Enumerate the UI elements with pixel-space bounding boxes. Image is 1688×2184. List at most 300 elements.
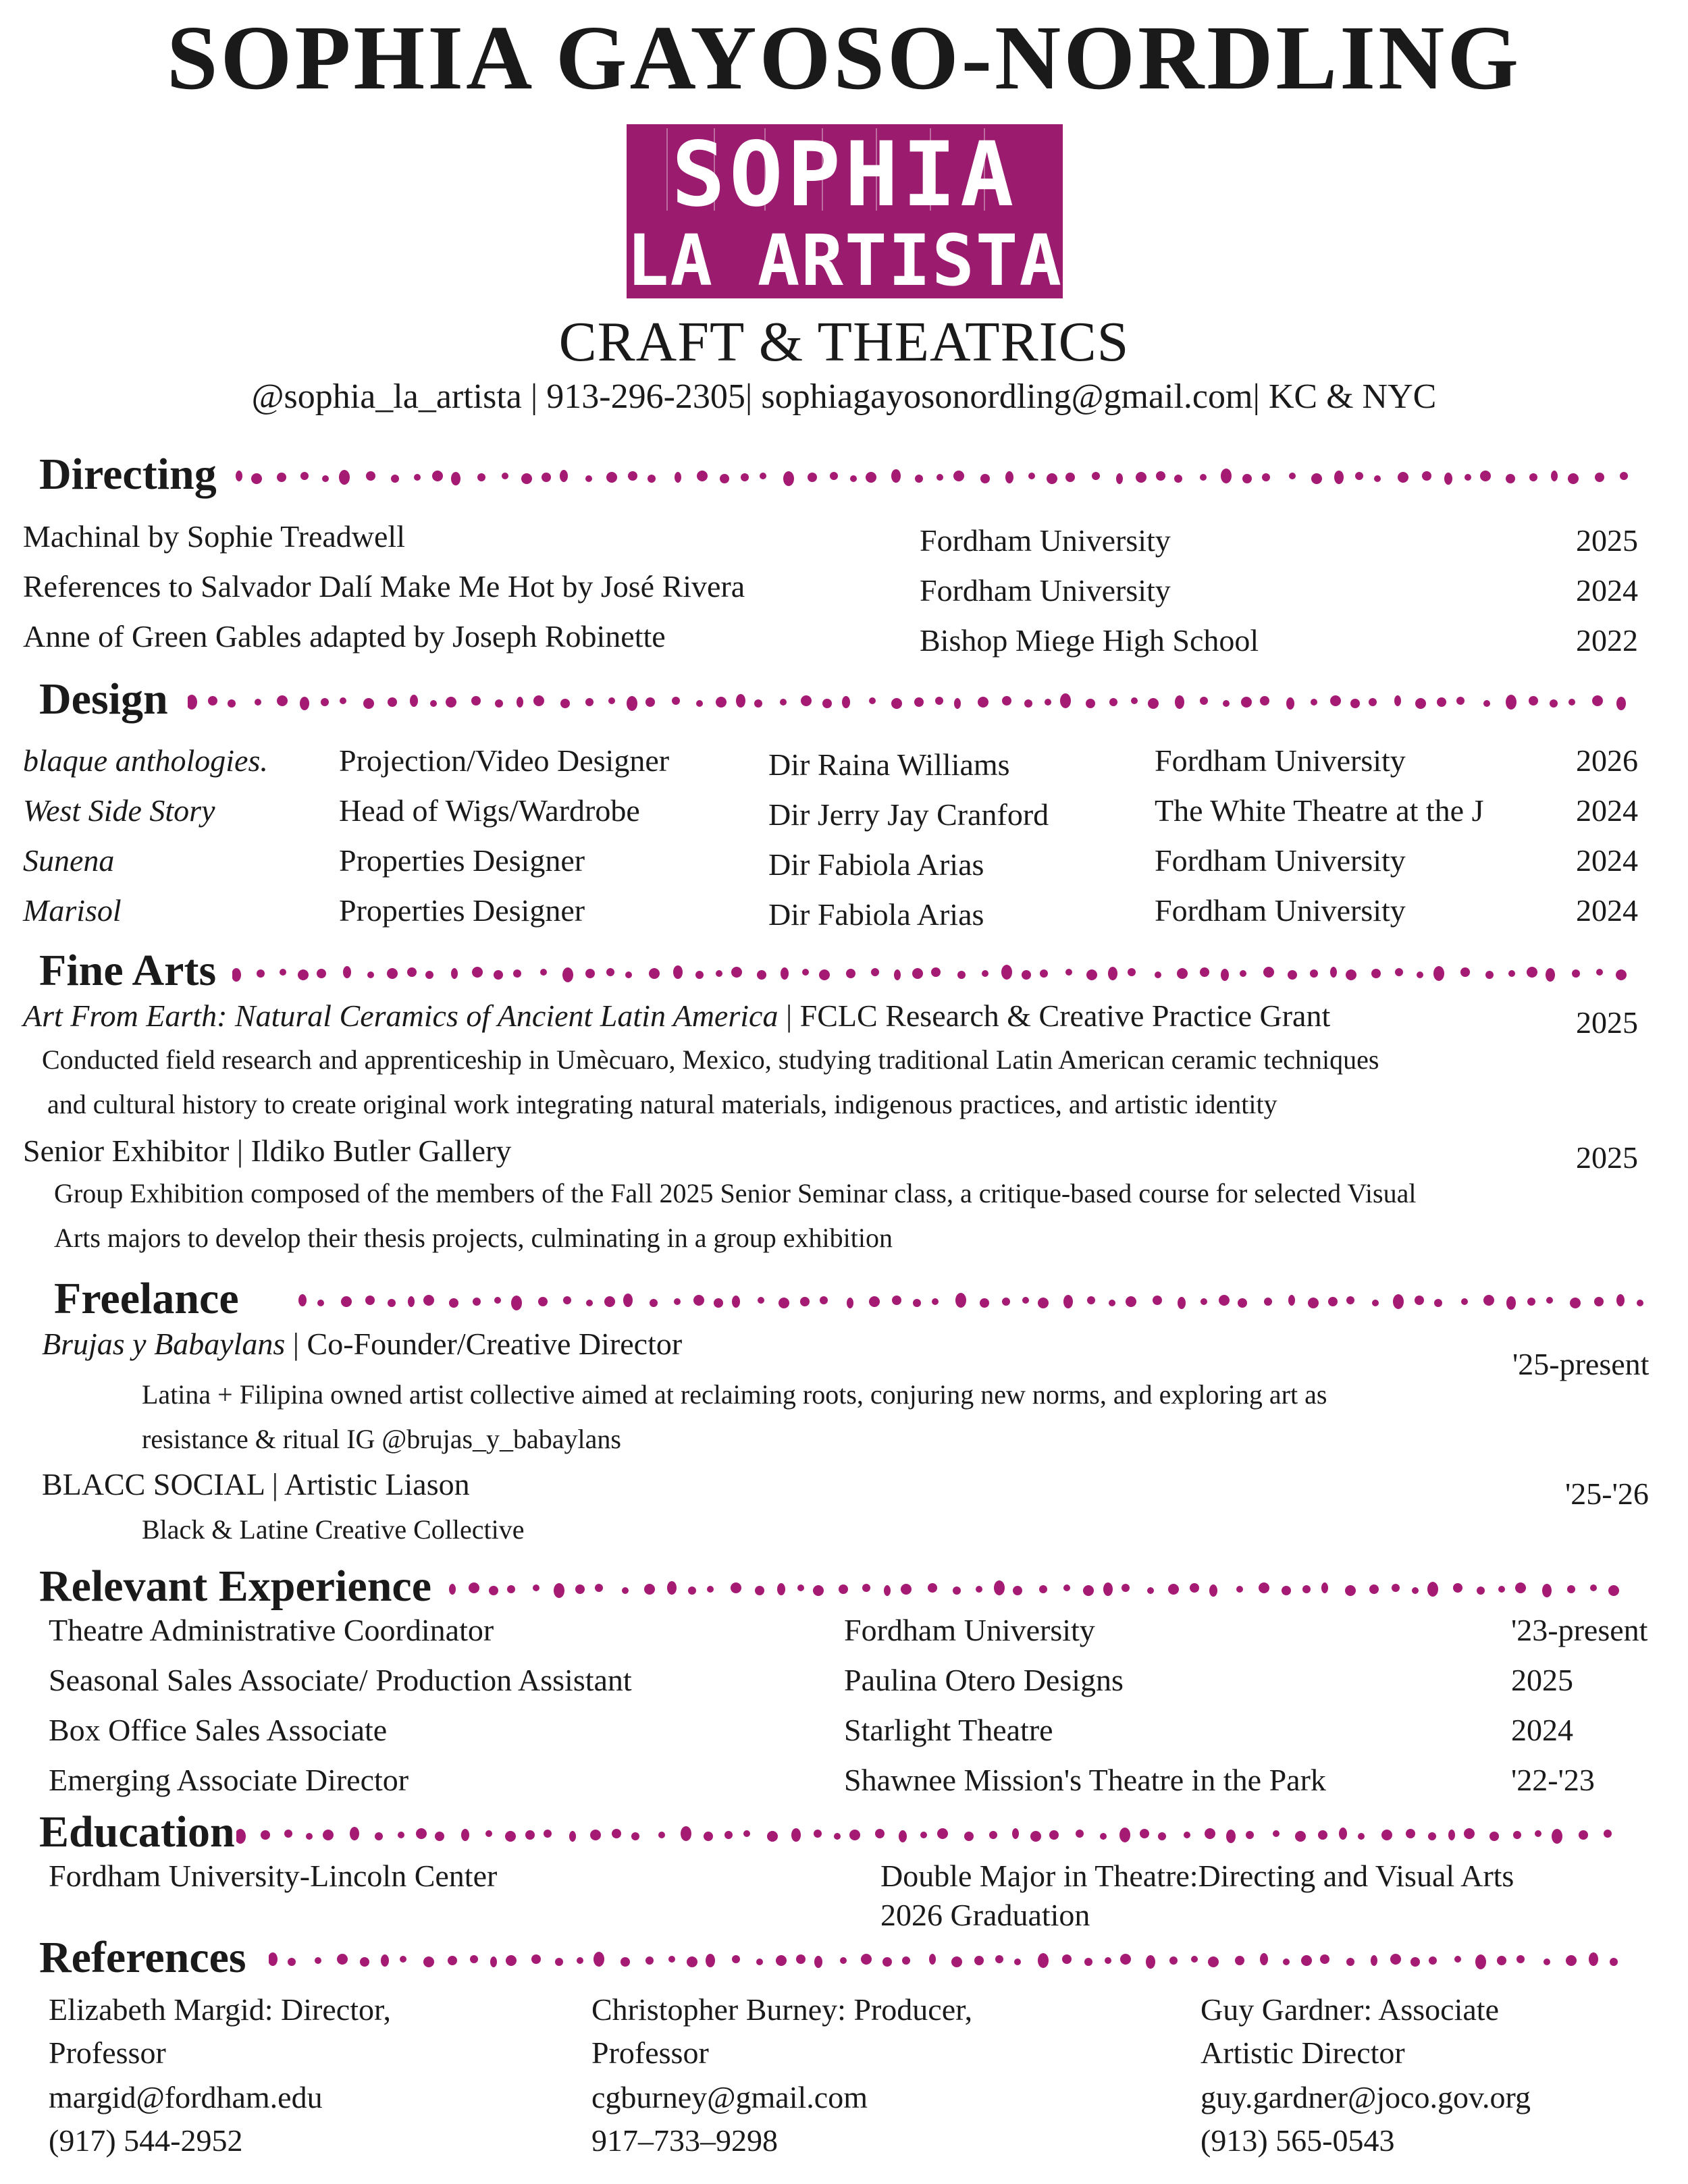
- divider-dot: [743, 1830, 750, 1837]
- divider-dot: [1128, 968, 1136, 976]
- divider-dot: [1242, 474, 1252, 483]
- divider-dot: [1572, 969, 1580, 978]
- divider-dot: [980, 1298, 989, 1308]
- divider-dot: [236, 471, 242, 481]
- divider-dot: [298, 1294, 307, 1306]
- fine-arts-title: Senior Exhibitor | Ildiko Butler Gallery: [23, 1134, 512, 1168]
- divider-dot: [1241, 697, 1252, 708]
- divider-dot: [1369, 1584, 1379, 1594]
- divider-dot: [1240, 970, 1246, 977]
- divider-dot: [1427, 1582, 1438, 1597]
- divider-dot: [1221, 469, 1232, 483]
- divider-dot: [954, 698, 961, 709]
- design-venue: Fordham University: [1155, 743, 1406, 778]
- divider-dot: [644, 1584, 655, 1595]
- divider-dot: [756, 1959, 763, 1965]
- divider-dot: [955, 1293, 966, 1308]
- divider-dot: [1308, 1298, 1319, 1308]
- divider-dot: [814, 1956, 822, 1968]
- divider-dot: [451, 472, 460, 485]
- divider-dot: [953, 471, 964, 481]
- divider-dot: [1146, 1955, 1155, 1969]
- divider-dot: [650, 1299, 658, 1307]
- divider-dot: [1461, 1298, 1468, 1305]
- divider-dot: [1223, 700, 1230, 707]
- divider-dot: [800, 1297, 810, 1306]
- dot-divider: [188, 692, 1627, 712]
- design-year: 2026: [1576, 743, 1638, 778]
- divider-dot: [1422, 471, 1431, 481]
- divider-dot: [1535, 1830, 1541, 1837]
- divider-dot: [585, 969, 595, 978]
- divider-dot: [1120, 1954, 1131, 1965]
- divider-dot: [1200, 967, 1209, 977]
- divider-dot: [1546, 968, 1555, 982]
- divider-dot: [261, 1830, 270, 1840]
- reference-phone: 917–733–9298: [591, 2123, 778, 2158]
- experience-org: Starlight Theatre: [844, 1713, 1053, 1747]
- divider-dot: [269, 1952, 278, 1966]
- divider-dot: [891, 469, 901, 483]
- divider-dot: [228, 699, 236, 708]
- divider-dot: [569, 1831, 576, 1842]
- divider-dot: [1013, 1586, 1022, 1595]
- divider-dot: [901, 1584, 912, 1595]
- divider-dot: [720, 474, 729, 483]
- divider-dot: [1369, 698, 1377, 706]
- divider-dot: [1200, 474, 1207, 481]
- divider-dot: [1415, 698, 1426, 709]
- divider-dot: [1302, 1585, 1311, 1593]
- divider-dot: [590, 1830, 601, 1840]
- divider-dot: [517, 697, 523, 708]
- design-director: Dir Fabiola Arias: [768, 847, 984, 882]
- divider-dot: [777, 1583, 785, 1595]
- divider-dot: [1084, 1958, 1092, 1966]
- divider-dot: [425, 971, 433, 979]
- divider-dot: [931, 967, 941, 977]
- divider-dot: [315, 1957, 321, 1964]
- reference-title: Artistic Director: [1201, 2035, 1405, 2070]
- divider-dot: [989, 1831, 997, 1839]
- divider-dot: [1259, 1582, 1269, 1593]
- subtitle: CRAFT & THEATRICS: [558, 311, 1130, 373]
- divider-dot: [754, 699, 762, 708]
- divider-dot: [300, 697, 309, 710]
- divider-dot: [928, 1583, 937, 1593]
- divider-dot: [1002, 1298, 1010, 1306]
- divider-dot: [317, 969, 326, 978]
- divider-dot: [1024, 699, 1032, 708]
- divider-dot: [1012, 1828, 1019, 1839]
- divider-dot: [1437, 697, 1446, 707]
- divider-dot: [839, 1584, 848, 1594]
- divider-dot: [606, 968, 614, 976]
- divider-dot: [625, 971, 632, 978]
- divider-dot: [1542, 1584, 1552, 1597]
- design-role: Projection/Video Designer: [339, 743, 670, 778]
- divider-dot: [1345, 1585, 1356, 1596]
- fine-arts-description: Group Exhibition composed of the members of the Fall 2025 Senior Seminar class, a critique-based course for selected Visual: [54, 1178, 1417, 1208]
- divider-dot: [416, 1828, 427, 1839]
- divider-dot: [306, 1833, 313, 1840]
- divider-dot: [585, 475, 592, 482]
- divider-dot: [1116, 473, 1123, 484]
- divider-dot: [1346, 1958, 1354, 1966]
- experience-year: '22-'23: [1511, 1763, 1595, 1797]
- divider-dot: [298, 969, 309, 980]
- divider-dot: [706, 1954, 715, 1967]
- divider-dot: [1608, 1585, 1619, 1596]
- divider-dot: [1264, 1298, 1272, 1306]
- divider-dot: [560, 470, 568, 482]
- divider-dot: [407, 967, 417, 977]
- experience-org: Fordham University: [844, 1613, 1095, 1647]
- divider-dot: [451, 968, 458, 979]
- logo-line-1: SOPHIA: [671, 124, 1018, 227]
- divider-dot: [1464, 1828, 1475, 1839]
- divider-dot: [350, 1827, 359, 1840]
- divider-dot: [554, 1583, 564, 1598]
- divider-dot: [724, 1831, 733, 1839]
- divider-dot: [560, 699, 570, 708]
- divider-dot: [1406, 1829, 1415, 1838]
- divider-dot: [1262, 473, 1270, 481]
- divider-dot: [606, 472, 617, 483]
- divider-dot: [1381, 1830, 1392, 1840]
- reference-email[interactable]: margid@fordham.edu: [49, 2080, 323, 2114]
- divider-dot: [767, 1831, 778, 1842]
- divider-dot: [1596, 969, 1603, 976]
- logo-line-2: LA ARTISTA: [627, 219, 1063, 298]
- divider-dot: [892, 1296, 901, 1305]
- divider-dot: [1063, 1584, 1070, 1591]
- divider-dot: [562, 967, 573, 982]
- divider-dot: [321, 698, 329, 706]
- divider-dot: [1350, 699, 1360, 708]
- design-role: Properties Designer: [339, 843, 585, 878]
- divider-dot: [976, 1586, 982, 1593]
- divider-dot: [398, 1832, 404, 1838]
- divider-dot: [1288, 970, 1297, 980]
- divider-dot: [667, 1581, 677, 1595]
- divider-dot: [1453, 1583, 1462, 1593]
- divider-dot: [1184, 1832, 1190, 1838]
- divider-dot: [697, 471, 708, 481]
- section-heading-education: Education: [39, 1807, 235, 1857]
- divider-dot: [1175, 695, 1184, 709]
- divider-dot: [1260, 696, 1269, 705]
- divider-dot: [915, 475, 923, 483]
- divider-dot: [862, 1584, 870, 1592]
- divider-dot: [731, 1582, 741, 1593]
- divider-dot: [1087, 1296, 1095, 1304]
- divider-dot: [1119, 1828, 1130, 1842]
- divider-dot: [869, 697, 876, 704]
- divider-dot: [1355, 472, 1363, 480]
- divider-dot: [1550, 699, 1558, 708]
- freelance-title: BLACC SOCIAL | Artistic Liason: [42, 1467, 470, 1501]
- divider-dot: [648, 475, 656, 483]
- divider-dot: [741, 473, 749, 481]
- divider-dot: [1131, 697, 1138, 704]
- divider-dot: [1546, 1297, 1553, 1304]
- divider-dot: [1567, 1585, 1575, 1593]
- directing-year: 2024: [1576, 573, 1638, 608]
- divider-dot: [866, 472, 876, 483]
- divider-dot: [542, 473, 551, 482]
- divider-dot: [1108, 967, 1117, 980]
- divider-dot: [1022, 1297, 1029, 1304]
- divider-dot: [1552, 1829, 1562, 1844]
- divider-dot: [1506, 474, 1515, 483]
- divider-dot: [649, 968, 660, 979]
- divider-dot: [489, 1586, 498, 1595]
- divider-dot: [1200, 697, 1208, 705]
- divider-dot: [1295, 1831, 1306, 1842]
- divider-dot: [604, 1296, 615, 1307]
- contact-line: @sophia_la_artista | 913-296-2305| sophiagayosonordling@gmail.com| KC & NYC: [251, 377, 1437, 416]
- experience-role: Box Office Sales Associate: [49, 1713, 388, 1747]
- divider-dot: [1063, 1295, 1073, 1308]
- divider-dot: [470, 1955, 478, 1963]
- divider-dot: [1616, 1294, 1625, 1306]
- divider-dot: [1412, 1587, 1419, 1594]
- design-role: Properties Designer: [339, 893, 585, 928]
- divider-dot: [1282, 1586, 1291, 1595]
- divider-dot: [627, 696, 637, 711]
- design-venue: The White Theatre at the J: [1155, 793, 1484, 828]
- divider-dot: [1076, 1830, 1084, 1838]
- divider-dot: [696, 700, 703, 707]
- divider-dot: [780, 699, 787, 705]
- divider-dot: [188, 695, 197, 710]
- divider-dot: [1544, 1959, 1550, 1965]
- divider-dot: [1002, 696, 1011, 705]
- divider-dot: [485, 1830, 492, 1837]
- divider-dot: [1395, 968, 1403, 976]
- divider-dot: [1092, 472, 1100, 480]
- divider-dot: [1568, 473, 1579, 484]
- divider-dot: [1086, 699, 1095, 708]
- divider-dot: [1604, 1830, 1612, 1838]
- divider-dot: [1516, 1955, 1525, 1963]
- divider-dot: [801, 695, 812, 706]
- divider-dot: [937, 1828, 948, 1839]
- divider-dot: [675, 472, 681, 483]
- experience-org: Shawnee Mission's Theatre in the Park: [844, 1763, 1326, 1797]
- divider-dot: [473, 1298, 481, 1306]
- design-year: 2024: [1576, 843, 1638, 878]
- design-director: Dir Raina Williams: [768, 747, 1010, 782]
- divider-dot: [645, 1956, 654, 1965]
- reference-phone: (917) 544-2952: [49, 2123, 243, 2158]
- divider-dot: [1158, 1832, 1166, 1840]
- divider-dot: [1122, 1584, 1130, 1592]
- directing-year: 2025: [1576, 523, 1638, 558]
- divider-dot: [1429, 1956, 1437, 1965]
- divider-dot: [208, 696, 217, 705]
- reference-name: Guy Gardner: Associate: [1201, 1992, 1499, 2027]
- divider-dot: [360, 1957, 369, 1967]
- divider-dot: [1477, 1587, 1485, 1595]
- divider-dot: [1444, 473, 1452, 485]
- divider-dot: [1286, 697, 1294, 710]
- divider-dot: [595, 1584, 603, 1592]
- divider-dot: [755, 1586, 764, 1595]
- divider-dot: [681, 1826, 691, 1841]
- divider-dot: [830, 472, 838, 480]
- reference-email[interactable]: guy.gardner@joco.gov.org: [1201, 2080, 1531, 2114]
- divider-dot: [1049, 1830, 1059, 1840]
- design-show: blaque anthologies.: [23, 743, 268, 778]
- divider-dot: [1156, 471, 1165, 481]
- dot-divider: [232, 963, 1643, 984]
- divider-dot: [1136, 472, 1146, 483]
- divider-dot: [1086, 969, 1097, 980]
- section-heading-freelance: Freelance: [54, 1274, 239, 1323]
- divider-dot: [796, 1954, 806, 1964]
- divider-dot: [1566, 1955, 1577, 1966]
- divider-dot: [408, 1296, 415, 1307]
- divider-dot: [1515, 1582, 1526, 1593]
- divider-dot: [716, 697, 727, 708]
- divider-dot: [899, 1830, 907, 1842]
- fine-arts-year: 2025: [1576, 1005, 1638, 1040]
- divider-dot: [1448, 1830, 1455, 1840]
- divider-dot: [1497, 1956, 1506, 1965]
- divider-dot: [1060, 693, 1071, 708]
- divider-dot: [363, 698, 374, 709]
- divider-dot: [1208, 1956, 1219, 1967]
- divider-dot: [850, 475, 857, 482]
- divider-dot: [490, 1956, 497, 1967]
- divider-dot: [469, 1582, 479, 1593]
- divider-dot: [875, 1829, 885, 1838]
- section-heading-references: References: [39, 1933, 246, 1982]
- divider-dot: [531, 1954, 541, 1964]
- divider-dot: [882, 1957, 892, 1967]
- freelance-description: Latina + Filipina owned artist collective aimed at reclaiming roots, conjuring new norms, and exploring art as: [142, 1379, 1327, 1410]
- divider-dot: [538, 1297, 548, 1306]
- divider-dot: [935, 697, 943, 705]
- reference-email[interactable]: cgburney@gmail.com: [591, 2080, 868, 2114]
- divider-dot: [884, 1585, 891, 1596]
- divider-dot: [1168, 1584, 1179, 1595]
- divider-dot: [525, 1830, 535, 1840]
- divider-dot: [502, 473, 508, 479]
- divider-dot: [704, 1832, 713, 1841]
- section-heading-design: Design: [39, 674, 168, 724]
- divider-dot: [951, 1956, 962, 1967]
- divider-dot: [1475, 1954, 1486, 1969]
- divider-dot: [842, 696, 850, 708]
- divider-dot: [1330, 695, 1341, 706]
- divider-dot: [1065, 969, 1072, 976]
- divider-dot: [300, 472, 309, 480]
- divider-dot: [1498, 1586, 1505, 1593]
- divider-dot: [732, 1955, 740, 1963]
- divider-dot: [533, 695, 544, 706]
- divider-dot: [902, 1956, 910, 1965]
- divider-dot: [964, 1832, 974, 1841]
- divider-dot: [375, 1832, 383, 1840]
- divider-dot: [1594, 1297, 1604, 1306]
- divider-dot: [432, 471, 443, 481]
- divider-dot: [1374, 475, 1381, 482]
- divider-dot: [343, 966, 351, 978]
- divider-dot: [1209, 1584, 1217, 1597]
- divider-dot: [834, 1833, 841, 1840]
- divider-dot: [494, 1297, 501, 1304]
- divider-dot: [1454, 1956, 1461, 1963]
- divider-dot: [1153, 1296, 1162, 1305]
- divider-dot: [913, 1299, 921, 1307]
- divider-dot: [1483, 1295, 1494, 1306]
- divider-dot: [707, 1586, 714, 1593]
- divider-dot: [622, 1587, 629, 1594]
- divider-dot: [1434, 1299, 1442, 1307]
- divider-dot: [540, 969, 547, 976]
- reference-phone: (913) 565-0543: [1201, 2123, 1395, 2158]
- divider-dot: [1235, 1956, 1244, 1965]
- divider-dot: [1372, 1300, 1379, 1306]
- fine-arts-description: and cultural history to create original work integrating natural materials, indigenous practices, and artistic identity: [47, 1089, 1277, 1119]
- divider-dot: [714, 1298, 723, 1308]
- divider-dot: [367, 971, 374, 978]
- directing-title: Machinal by Sophie Treadwell: [23, 519, 405, 554]
- divider-dot: [1398, 472, 1408, 483]
- divider-dot: [1226, 1830, 1236, 1843]
- divider-dot: [673, 965, 683, 979]
- divider-dot: [731, 967, 742, 978]
- divider-dot: [861, 1954, 872, 1965]
- divider-dot: [1201, 1298, 1207, 1305]
- freelance-description: resistance & ritual IG @brujas_y_babaylans: [142, 1424, 621, 1454]
- divider-dot: [1190, 1583, 1199, 1593]
- divider-dot: [1551, 471, 1558, 481]
- divider-dot: [760, 473, 766, 479]
- divider-dot: [471, 696, 481, 705]
- divider-dot: [1616, 697, 1626, 710]
- divider-dot: [494, 970, 503, 980]
- divider-dot: [1221, 969, 1229, 981]
- design-venue: Fordham University: [1155, 893, 1406, 928]
- divider-dot: [1126, 1296, 1136, 1307]
- divider-dot: [1283, 1959, 1290, 1965]
- divider-dot: [381, 1954, 389, 1967]
- divider-dot: [814, 1830, 822, 1838]
- divider-dot: [822, 699, 832, 708]
- divider-dot: [1460, 967, 1470, 977]
- divider-dot: [920, 1832, 927, 1838]
- divider-dot: [1140, 1829, 1149, 1838]
- divider-dot: [672, 697, 680, 705]
- directing-venue: Bishop Miege High School: [920, 623, 1259, 658]
- divider-dot: [779, 1298, 789, 1308]
- divider-dot: [1105, 1957, 1111, 1964]
- divider-dot: [982, 970, 988, 977]
- reference-title: Professor: [591, 2035, 709, 2070]
- divider-dot: [1610, 1958, 1618, 1966]
- divider-dot: [1040, 969, 1048, 978]
- divider-dot: [477, 473, 485, 481]
- divider-dot: [995, 1955, 1003, 1963]
- divider-dot: [1001, 965, 1012, 980]
- divider-dot: [808, 473, 817, 482]
- fine-arts-year: 2025: [1576, 1140, 1638, 1175]
- divider-dot: [1100, 1833, 1107, 1840]
